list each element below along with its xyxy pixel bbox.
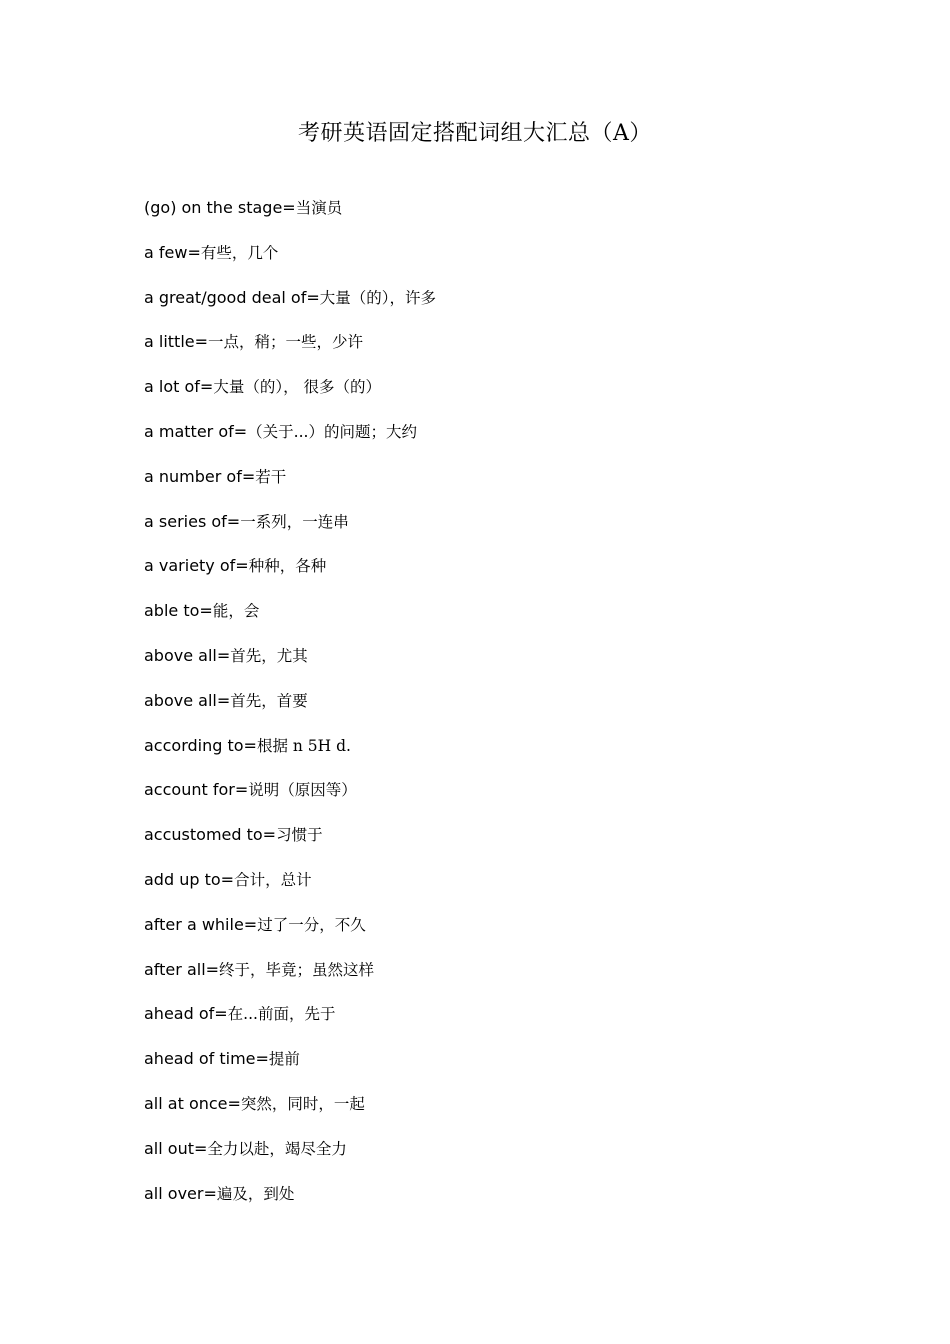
list-item <box>144 911 844 956</box>
phrase-meaning: 当演员 <box>295 199 343 217</box>
phrase-term: all out= <box>144 1138 208 1158</box>
phrase-meaning: 能，会 <box>212 602 260 621</box>
document-title: 考研英语固定搭配词组大汇总（A） <box>298 121 652 146</box>
list-item <box>144 284 844 329</box>
phrase-meaning: 首先，尤其 <box>230 646 308 665</box>
phrase-meaning: 习惯于 <box>276 826 323 845</box>
phrase-term: a few= <box>144 242 201 262</box>
list-item <box>144 1135 844 1180</box>
phrase-term: after a while= <box>144 914 258 934</box>
phrase-term: all over= <box>144 1183 217 1203</box>
phrase-meaning: 大量（的），许多 <box>319 288 436 307</box>
phrase-meaning: 在...前面，先于 <box>227 1005 336 1024</box>
phrase-term: able to= <box>144 601 213 621</box>
phrase-term: (go) on the stage= <box>144 198 296 217</box>
list-item <box>144 508 844 553</box>
phrase-term: a matter of= <box>144 421 248 441</box>
phrase-meaning: 过了一分，不久 <box>257 915 366 934</box>
phrase-term: according to= <box>144 735 257 755</box>
phrase-meaning: 若干 <box>255 467 287 486</box>
list-item <box>144 552 844 597</box>
phrase-meaning: 一系列，一连串 <box>240 512 349 531</box>
phrase-term: a little= <box>144 332 209 352</box>
phrase-meaning: 种种，各种 <box>248 557 327 576</box>
phrase-term: a lot of= <box>144 377 214 397</box>
phrase-term: a variety of= <box>144 556 249 576</box>
phrase-term: all at once= <box>144 1093 241 1113</box>
phrase-meaning: 有些，几个 <box>200 243 279 262</box>
list-item <box>144 687 844 732</box>
phrase-meaning: 合计，总计 <box>234 870 312 889</box>
phrase-meaning: 首先，首要 <box>230 691 308 710</box>
list-item <box>144 642 844 687</box>
phrase-meaning: 说明（原因等） <box>248 781 357 800</box>
list-item <box>144 239 844 284</box>
phrase-term: a great/good deal of= <box>144 287 320 307</box>
phrase-term: ahead of= <box>144 1004 228 1024</box>
phrase-meaning: （关于...）的问题；大约 <box>247 422 417 441</box>
phrase-term: ahead of time= <box>144 1049 269 1069</box>
list-item <box>144 1090 844 1135</box>
phrase-term: above all= <box>144 690 231 710</box>
list-item <box>144 463 844 508</box>
phrase-term: account for= <box>144 780 249 800</box>
phrase-term: accustomed to= <box>144 825 277 845</box>
list-item <box>144 821 844 866</box>
phrase-meaning: 一点，稍；一些，少许 <box>208 333 364 352</box>
phrase-term: a number of= <box>144 466 256 486</box>
list-item <box>144 732 844 777</box>
list-item <box>144 194 844 239</box>
phrase-term: after all= <box>144 959 220 979</box>
list-item <box>144 776 844 821</box>
list-item <box>144 597 844 642</box>
phrase-list <box>144 194 844 1224</box>
list-item <box>144 866 844 911</box>
phrase-meaning: 遍及，到处 <box>216 1184 295 1203</box>
list-item <box>144 956 844 1001</box>
list-item <box>144 373 844 418</box>
phrase-term: a series of= <box>144 511 241 531</box>
phrase-meaning: 大量（的）， 很多（的） <box>213 378 381 397</box>
phrase-term: above all= <box>144 645 231 665</box>
phrase-term: add up to= <box>144 869 235 889</box>
phrase-meaning: 突然，同时，一起 <box>240 1094 365 1113</box>
list-item <box>144 1180 844 1225</box>
list-item <box>144 418 844 463</box>
list-item <box>144 1000 844 1045</box>
phrase-meaning: 提前 <box>268 1050 300 1069</box>
phrase-meaning: 根据 n 5H d. <box>256 736 351 755</box>
phrase-meaning: 终于，毕竟；虽然这样 <box>219 960 375 979</box>
list-item <box>144 1045 844 1090</box>
list-item <box>144 328 844 373</box>
phrase-meaning: 全力以赴，竭尽全力 <box>207 1139 347 1158</box>
